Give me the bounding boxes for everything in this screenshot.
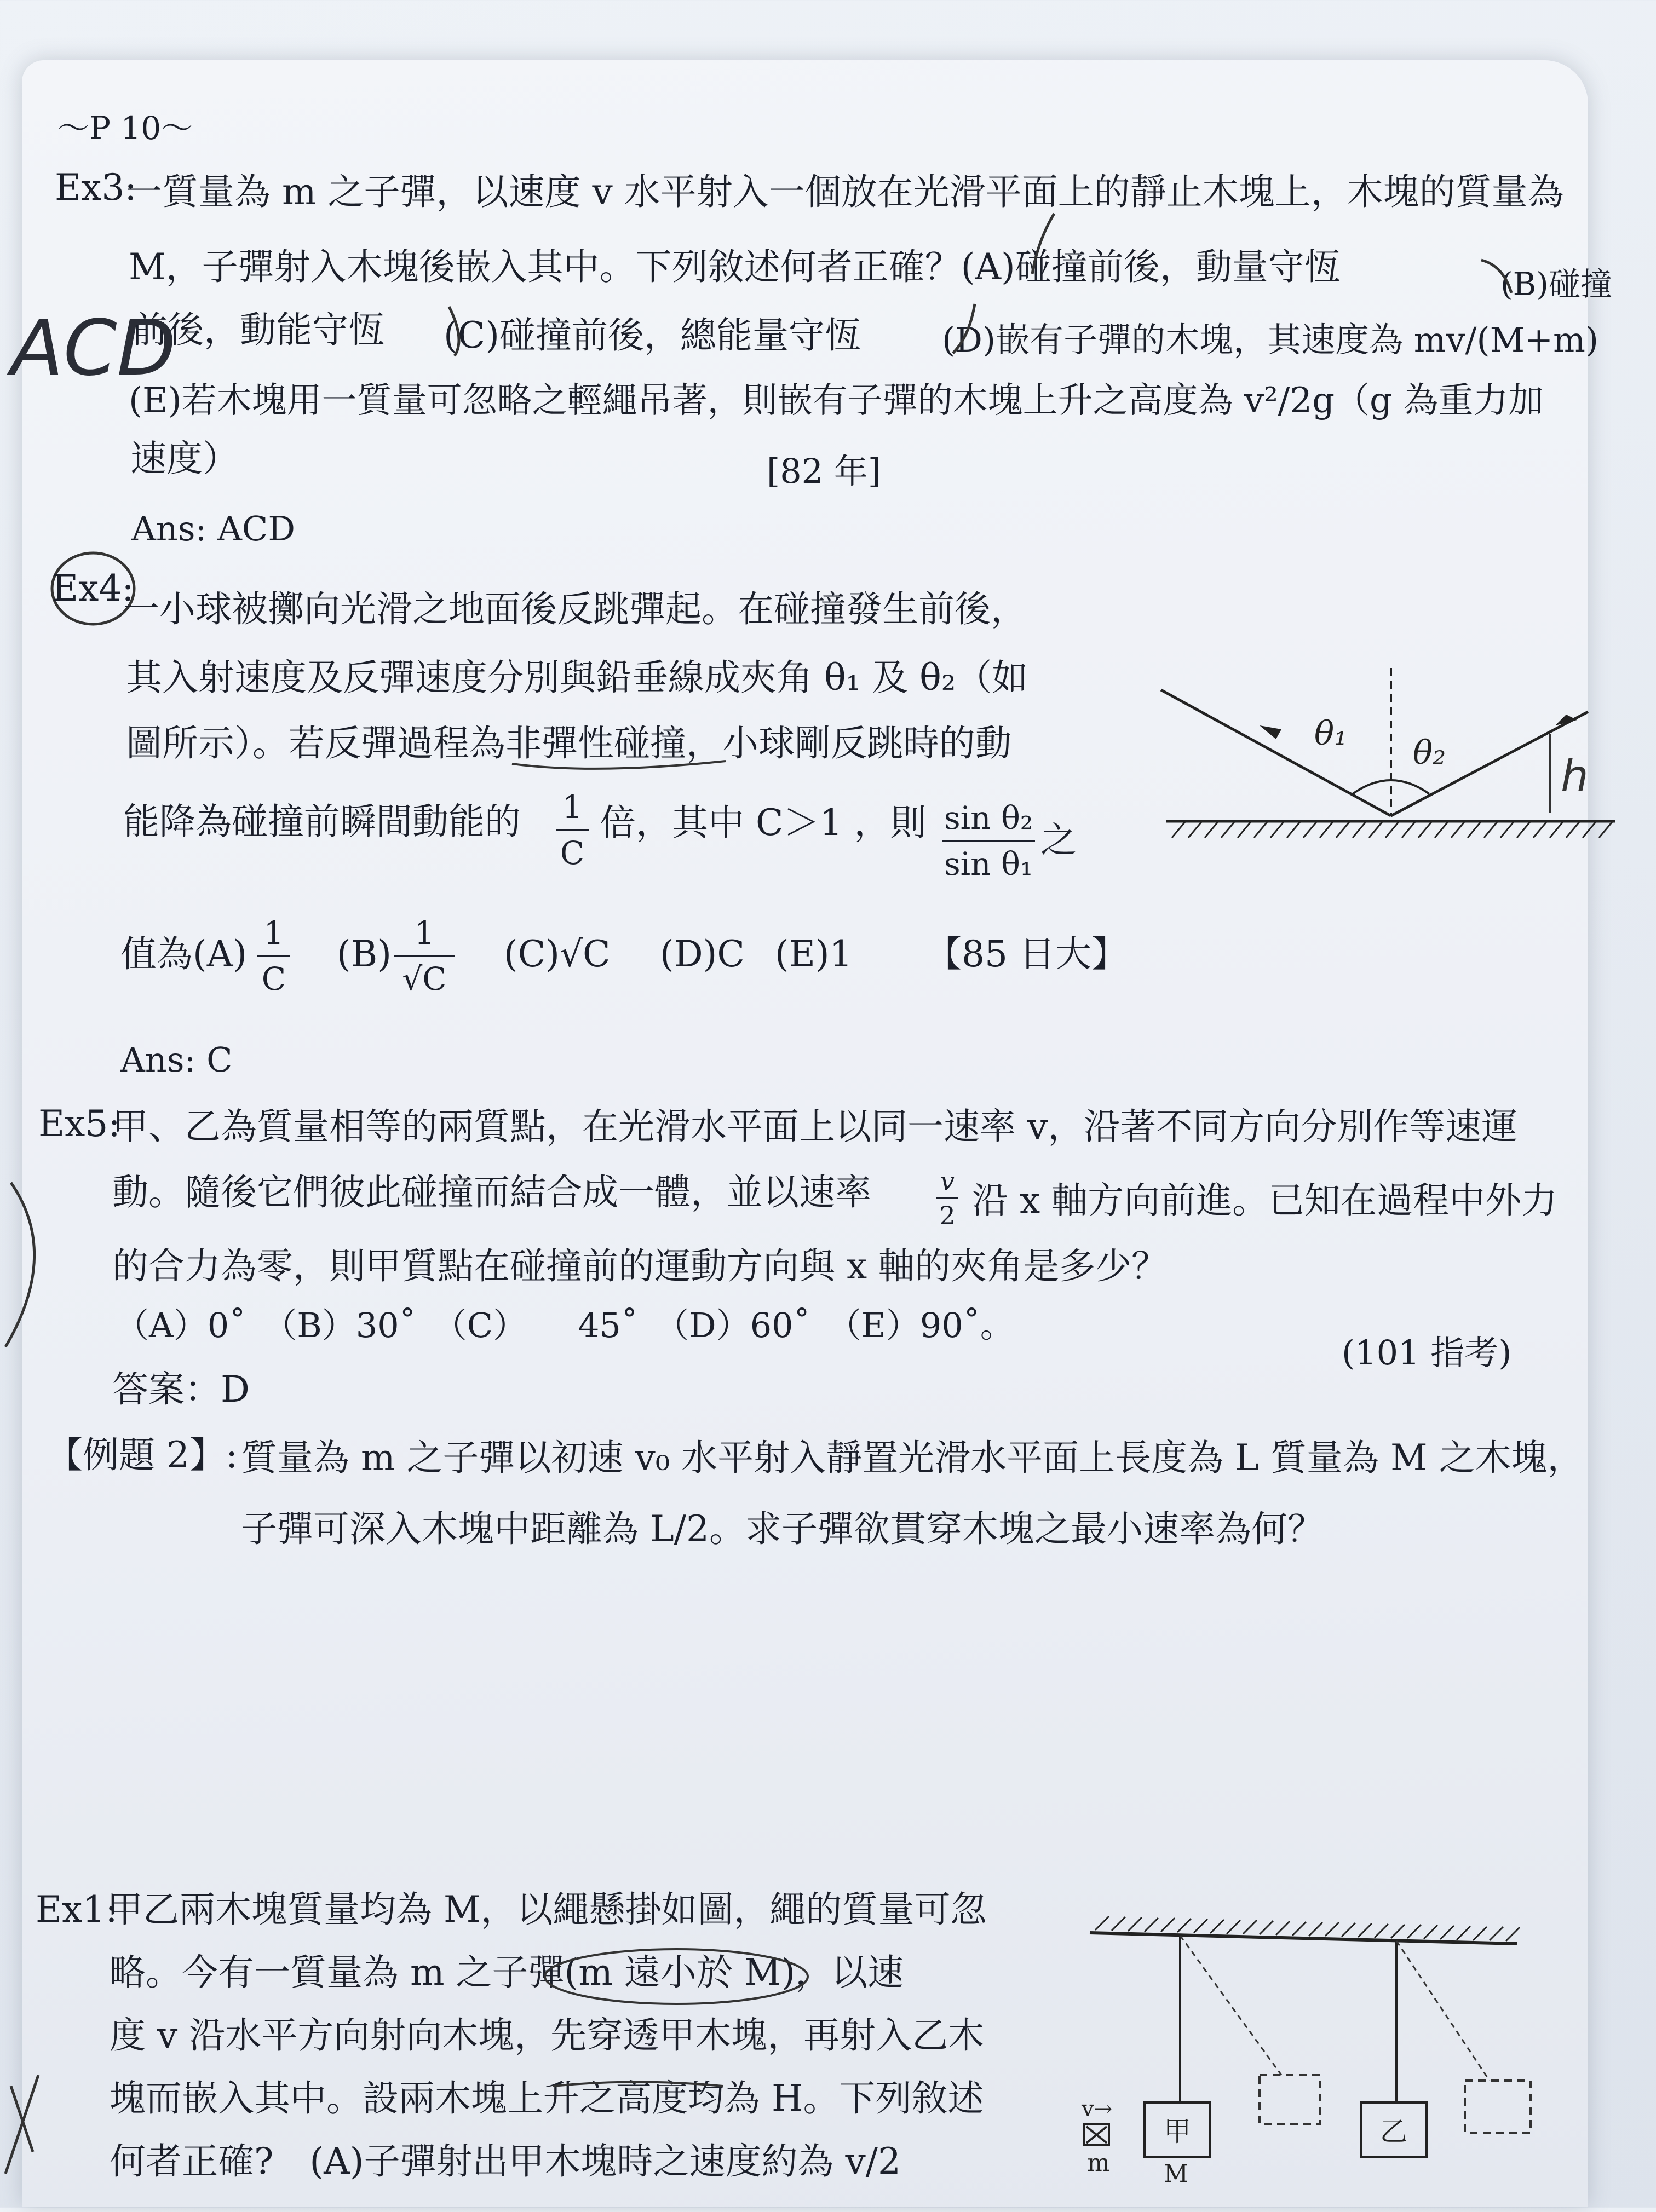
- ex4-frac2-den: sin θ₁: [944, 845, 1033, 883]
- h-label: h: [1561, 751, 1589, 802]
- ex4-frac2-num: sin θ₂: [944, 799, 1033, 837]
- ex5-options: （A）0˚ （B）30˚ （C） 45˚ （D）60˚ （E）90˚。: [115, 1305, 1014, 1345]
- ex4-optA-den: C: [261, 960, 286, 998]
- ex4-optB-frac: [394, 914, 455, 998]
- example2-line2: 子彈可深入木塊中距離為 L/2。求子彈欲貫穿木塊之最小速率為何？: [241, 1508, 1324, 1550]
- ex4-frac1-den: C: [560, 834, 585, 872]
- example2-label: 【例題 2】:: [47, 1434, 238, 1476]
- ex4-source: 【85 日大】: [925, 933, 1128, 975]
- bullet-m-label: m: [1087, 2149, 1110, 2177]
- ex3-line2b: (B)碰撞: [1500, 266, 1612, 303]
- theta2-label: θ₂: [1413, 734, 1446, 772]
- ex4-optE: (E)1: [775, 933, 853, 975]
- ex5-label: Ex5:: [38, 1103, 120, 1145]
- ex4-line4c: 之: [1040, 819, 1077, 861]
- ex5-frac-num: v: [940, 1166, 955, 1196]
- ex4-optC: (C)√C: [504, 933, 611, 975]
- ex5-line2b: 沿 x 軸方向前進。已知在過程中外力: [972, 1179, 1558, 1222]
- ex4-frac1: [556, 788, 589, 872]
- ex4-optB-label: (B): [337, 933, 392, 975]
- ex1-label: Ex1:: [36, 1888, 118, 1931]
- ex1-line5: 何者正確? (A)子彈射出甲木塊時之速度約為 v/2: [110, 2140, 901, 2182]
- ex4-optA-num: 1: [263, 914, 284, 952]
- pencil-marks-ex3: [0, 0, 1656, 548]
- ex1-line1: 甲乙兩木塊質量均為 M，以繩懸掛如圖，繩的質量可忽: [107, 1888, 987, 1931]
- ex3-line3a: 前後，動能守恆: [131, 309, 384, 351]
- ex4-line1: 一小球被擲向光滑之地面後反跳彈起。在碰撞發生前後，: [123, 588, 1027, 630]
- ex5-bracket-mark: [0, 1177, 66, 1352]
- theta1-label: θ₁: [1314, 715, 1348, 753]
- ex4-optD: (D)C: [660, 933, 745, 975]
- ex3-line2: M，子彈射入木塊後嵌入其中。下列敘述何者正確？(A)碰撞前後，動量守恆: [129, 246, 1341, 288]
- ex4-answer: Ans: C: [120, 1040, 233, 1080]
- ex4-label: Ex4:: [52, 567, 134, 609]
- ex4-optA-frac: [257, 914, 290, 998]
- page-number: ～P 10～: [58, 110, 193, 147]
- ex1-line3: 度 v 沿水平方向射向木塊，先穿透甲木塊，再射入乙木: [110, 2014, 985, 2057]
- ex3-line5: 速度）: [130, 437, 239, 480]
- ex4-line2: 其入射速度及反彈速度分別與鉛垂線成夾角 θ₁ 及 θ₂（如: [126, 656, 1028, 699]
- block-jia-label: 甲: [1164, 2116, 1191, 2147]
- ex5-line1: 甲、乙為質量相等的兩質點，在光滑水平面上以同一速率 v，沿著不同方向分別作等速運: [112, 1105, 1518, 1148]
- ex5-line2a: 動。隨後它們彼此碰撞而結合成一體，並以速率: [112, 1171, 871, 1213]
- ex3-line4: (E)若木塊用一質量可忽略之輕繩吊著，則嵌有子彈的木塊上升之高度為 v²/2g（g 為重力加: [129, 381, 1544, 421]
- ex4-optB-den: √C: [402, 960, 447, 998]
- ex3-line3c: (D)嵌有子彈的木塊，其速度為 mv/(M+m): [942, 320, 1599, 360]
- bounce-diagram: [1150, 657, 1643, 865]
- ex3-label: Ex3:: [55, 166, 137, 209]
- velocity-label: v→: [1082, 2096, 1113, 2122]
- example2-line1: 質量為 m 之子彈以初速 v₀ 水平射入靜置光滑水平面上長度為 L 質量為 M 之木塊，: [241, 1437, 1584, 1479]
- handwritten-acd: ACD: [11, 304, 176, 393]
- ex3-line3b: (C)碰撞前後，總能量守恆: [444, 314, 861, 356]
- ex3-line1: 一質量為 m 之子彈，以速度 v 水平射入一個放在光滑平面上的靜止木塊上，木塊的質量為: [126, 171, 1564, 213]
- block-yi-label: 乙: [1380, 2116, 1407, 2147]
- ex4-line4a: 能降為碰撞前瞬間動能的: [123, 800, 521, 843]
- ex4-line3: 圖所示）。若反彈過程為非彈性碰撞，小球剛反跳時的動: [126, 722, 1011, 764]
- ex5-line3: 的合力為零，則甲質點在碰撞前的運動方向與 x 軸的夾角是多少？: [112, 1245, 1168, 1287]
- ex4-line5a: 值為(A): [120, 933, 248, 975]
- underline-inelastic: [509, 753, 728, 775]
- pendulum-blocks-diagram: [1079, 1900, 1583, 2185]
- ex1-marks: [0, 1938, 876, 2212]
- ex5-frac-den: 2: [939, 1201, 956, 1230]
- ex3-year: [82 年]: [767, 451, 881, 491]
- ex5-source: (101 指考): [1342, 1333, 1512, 1373]
- ex3-answer: Ans: ACD: [131, 509, 296, 549]
- ex5-answer: 答案：D: [112, 1368, 250, 1410]
- ex1-line2: 略。今有一質量為 m 之子彈(m 遠小於 M)，以速: [110, 1951, 904, 1994]
- ex4-frac1-num: 1: [562, 788, 583, 826]
- ex5-frac: [936, 1166, 958, 1230]
- block-M-label: M: [1164, 2160, 1189, 2185]
- ex1-line4: 塊而嵌入其中。設兩木塊上升之高度均為 H。下列敘述: [110, 2077, 984, 2119]
- ex4-frac2: [942, 799, 1035, 883]
- ex4-optB-num: 1: [414, 914, 435, 952]
- ex4-line4b: 倍，其中 C＞1 ，則: [600, 802, 927, 844]
